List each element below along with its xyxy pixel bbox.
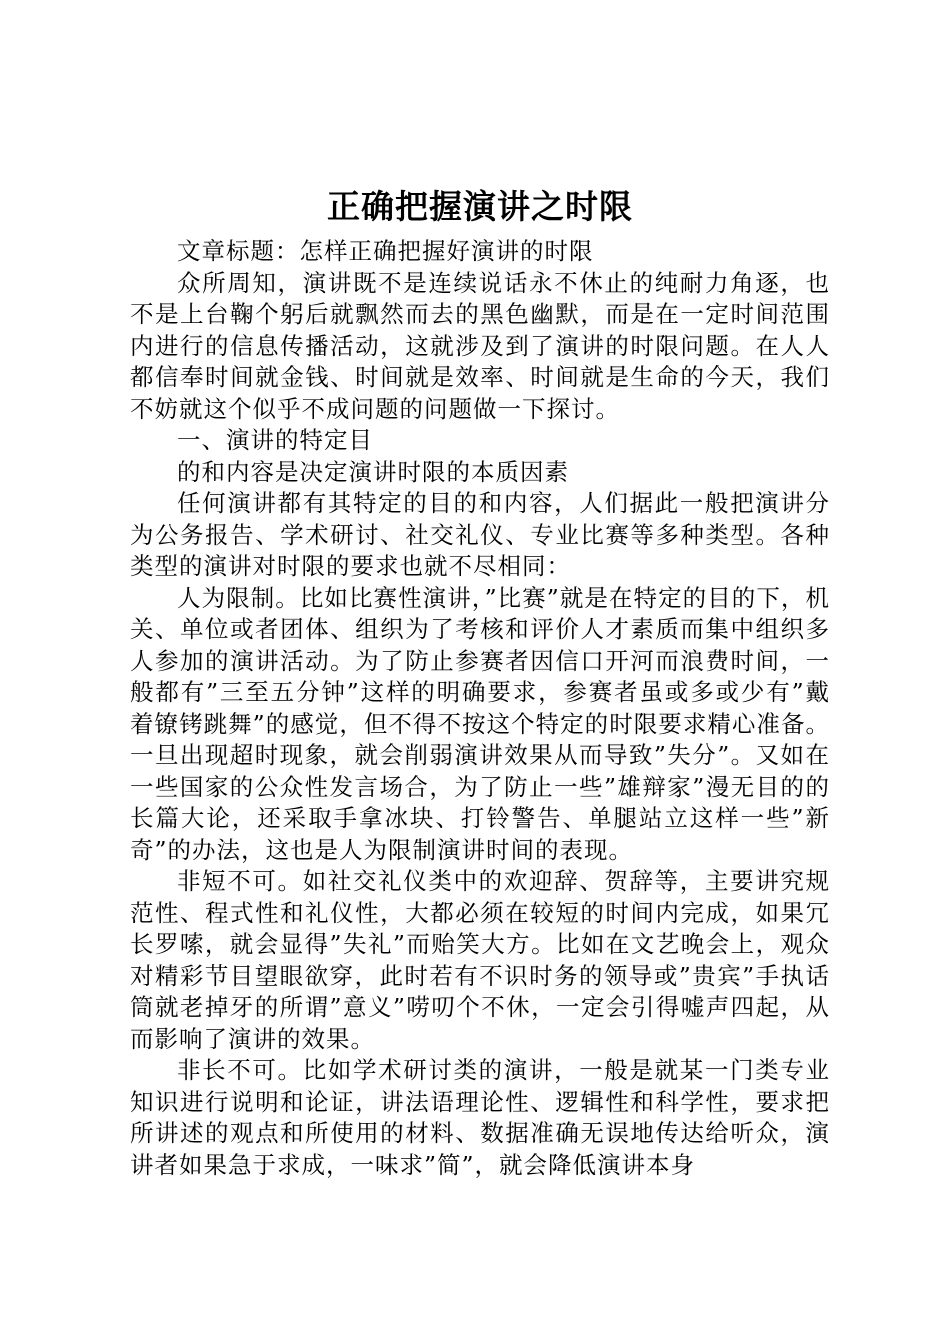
document-page [130,182,830,1181]
section-heading-part1: 一、演讲的特定目 [177,426,373,454]
document-title: 正确把握演讲之时限 [327,187,633,226]
paragraph-must-be-long: 非长不可。比如学术研讨类的演讲，一般是就某一门类专业知识进行说明和论证，讲法语理论性、逻辑性和科学性，要求把所讲述的观点和所使用的材料、数据准确无误地传达给听众，演讲者如果急于求成，一味求”简”，就会降低演讲本身 [130,1056,830,1179]
paragraph-intro: 众所周知，演讲既不是连续说话永不休止的纯耐力角逐，也不是上台鞠个躬后就飘然而去的黑色幽默，而是在一定时间范围内进行的信息传播活动，这就涉及到了演讲的时限问题。在人人都信奉时间就金钱、时间就是效率、时间就是生命的今天，我们不妨就这个似乎不成问题的问题做一下探讨。 [130,268,830,423]
paragraph-article-title: 文章标题：怎样正确把握好演讲的时限 [177,237,594,265]
paragraph-must-be-short: 非短不可。如社交礼仪类中的欢迎辞、贺辞等，主要讲究规范性、程式性和礼仪性，大都必须在较短的时间内完成，如果冗长罗嗦，就会显得”失礼”而贻笑大方。比如在文艺晚会上，观众对精彩节目望眼欲穿，此时若有不识时务的领导或”贵宾”手执话筒就老掉牙的所谓”意义”唠叨个不休，一定会引得嘘声四起，从而影响了演讲的效果。 [130,867,830,1053]
paragraph-artificial-limit: 人为限制。比如比赛性演讲，”比赛”就是在特定的目的下，机关、单位或者团体、组织为了考核和评价人才素质而集中组织多人参加的演讲活动。为了防止参赛者因信口开河而浪费时间，一般都有”三至五分钟”这样的明确要求，参赛者虽或多或少有”戴着镣铐跳舞”的感觉，但不得不按这个特定的时限要求精心准备。一旦出现超时现象，就会削弱演讲效果从而导致”失分”。又如在一些国家的公众性发言场合，为了防止一些”雄辩家”漫无目的的长篇大论，还采取手拿冰块、打铃警告、单腿站立这样一些”新奇”的办法，这也是人为限制演讲时间的表现。 [130,583,830,864]
paragraph-types: 任何演讲都有其特定的目的和内容，人们据此一般把演讲分为公务报告、学术研讨、社交礼仪、专业比赛等多种类型。各种类型的演讲对时限的要求也就不尽相同： [130,489,830,580]
section-heading-part2: 的和内容是决定演讲时限的本质因素 [177,457,569,486]
